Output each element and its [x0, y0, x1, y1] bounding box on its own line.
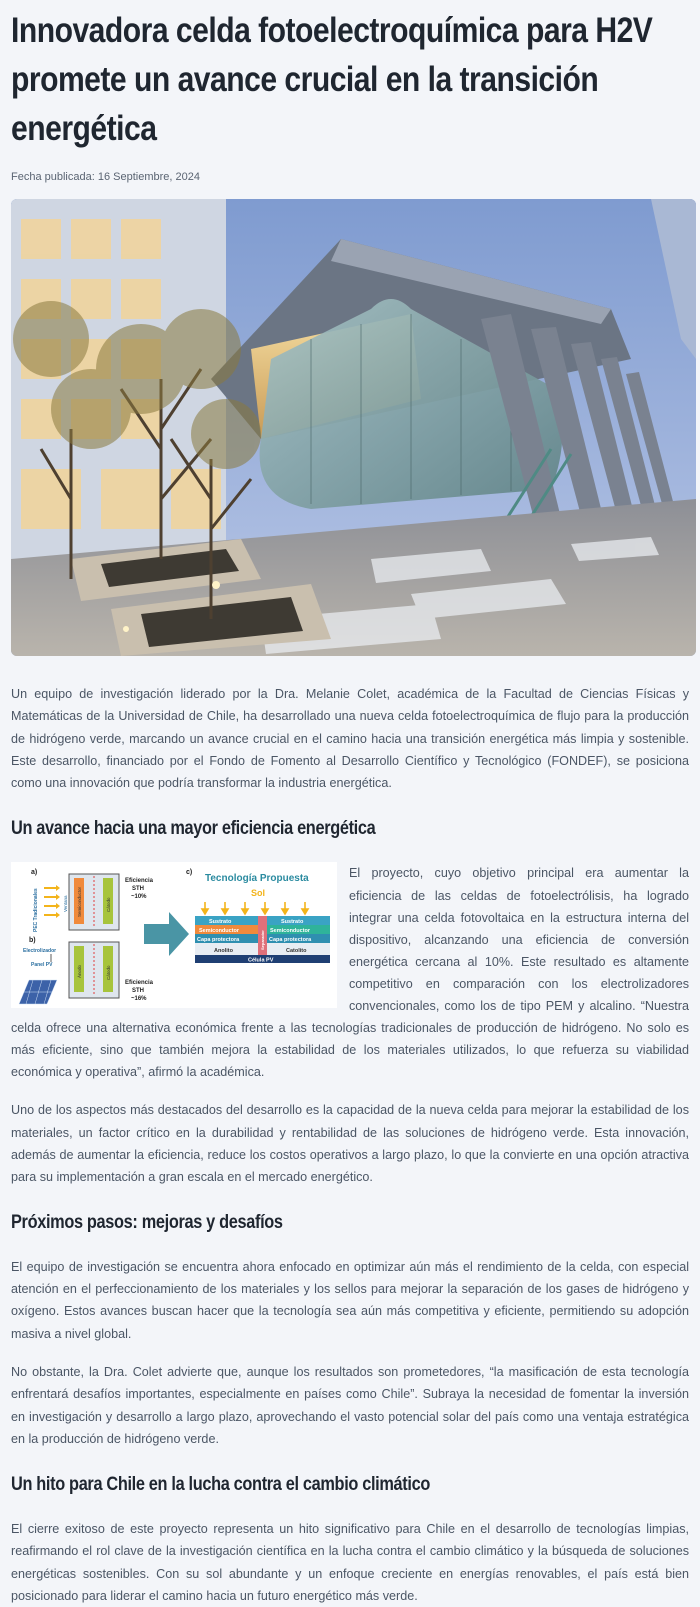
chile-paragraph: El cierre exitoso de este proyecto representa un hito significativo para Chile en el desarrollo de tecnologías limpias, reafirmando el rol clave de la investigación científica en la lucha contra el cambio climático y la búsqueda de soluciones energéticas sostenibles. Con su sol abundante y un enfoque creciente en energías renovables, el país está bien posicionado para liderar el camino hacia un futuro energético más verde.: [11, 1522, 689, 1604]
catodo-a-label: Cátodo: [106, 897, 111, 913]
anolito-label: Anolito: [214, 948, 233, 955]
eff-b-line2: STH: [132, 988, 144, 995]
catodo-b-label: Cátodo: [106, 965, 111, 981]
section-heading-next-steps: Próximos pasos: mejoras y desafíos: [11, 1211, 283, 1233]
ventana-label: Ventana: [63, 895, 68, 913]
eff-b-line3: ~16%: [131, 996, 147, 1003]
panel-pv-label: Panel PV: [31, 962, 53, 969]
intro-paragraph: Un equipo de investigación liderado por la Dra. Melanie Colet, académica de la Facultad de Ciencias Físicas y Matemáticas de la Universidad de Chile, ha desarrollado una nueva celda fotoelectroquímica de flujo para la producción de hidrógeno verde, marcando un avance crucial en el camino hacia una transición energética más limpia y sostenible. Este desarrollo, financiado por el Fondo de Fomento al Desarrollo Científico y Tecnológico (FONDEF), se posiciona como una innovación que podría transformar la industria energética.: [11, 687, 689, 791]
anodo-label: Ánodo: [77, 965, 82, 979]
pec-diagram-figure: [11, 862, 337, 1008]
section-heading-chile: Un hito para Chile en la lucha contra el cambio climático: [11, 1474, 430, 1496]
sol-label: Sol: [251, 888, 266, 899]
capa-left: Capa protectora: [197, 937, 240, 944]
article-title: Innovadora celda fotoelectroquímica para H2V promete un avance crucial en la transición energética: [11, 11, 653, 148]
arrow-right-icon: [144, 912, 189, 956]
section-efficiency: [11, 862, 689, 1187]
tech-title: Tecnología Propuesta: [205, 873, 309, 885]
pec-label: PEC Tradicionales: [33, 888, 39, 933]
semi-right: Semiconductor: [270, 928, 311, 935]
separador-label: Separador: [260, 930, 265, 951]
capa-right: Capa protectora: [269, 937, 312, 944]
eff-a-line1: Eficiencia: [125, 878, 154, 885]
section-heading-efficiency: Un avance hacia una mayor eficiencia energética: [11, 818, 376, 840]
sustrato-right: Sustrato: [281, 919, 304, 926]
eff-b-line1: Eficiencia: [125, 980, 154, 987]
figure-label-b: b): [29, 937, 36, 945]
eff-a-line2: STH: [132, 886, 144, 893]
celula-label: Célula PV: [248, 957, 274, 964]
figure-label-c: c): [186, 869, 193, 877]
figure-label-a: a): [31, 869, 38, 877]
publish-date: Fecha publicada: 16 Septiembre, 2024: [11, 171, 200, 183]
sustrato-left: Sustrato: [209, 919, 232, 926]
efficiency-paragraph-1: El proyecto, cuyo objetivo principal era aumentar la eficiencia de las celdas de fotoelectrólisis, ha logrado integrar una celda fotovoltaica en la estructura interna del dispositivo, alcanzando una eficiencia de conversión energética cercana al 10%. Este resultado es altamente competitivo en comparación con los electrolizadores convencionales, como los de tipo PEM y alcalino. “Nuestra celda ofrece una alternativa económica frente a las tecnologías tradicionales de producción de hidrógeno. No solo es más eficiente, sino que también mejora la estabilidad de los materiales utilizados, lo que refuerza su viabilidad económica y operativa”, afirmó la académica.: [11, 866, 689, 1080]
next-steps-paragraph-1: El equipo de investigación se encuentra ahora enfocado en optimizar aún más el rendimiento de la celda, con especial atención en el perfeccionamiento de los materiales y los sellos para mejorar la separación de los gases de hidrógeno y oxígeno. Estos avances buscan hacer que la tecnología sea aún más competitiva y eficiente, permitiendo su adopción masiva a nivel global.: [11, 1259, 689, 1341]
efficiency-paragraph-2: Uno de los aspectos más destacados del desarrollo es la capacidad de la nueva celda para mejorar la estabilidad de los materiales, un factor crítico en la durabilidad y rentabilidad de las soluciones de hidrógeno verde. Esta innovación, además de aumentar la eficiencia, reduce los costos operativos a largo plazo, lo que la convierte en una opción atractiva para su implementación a gran escala en el mercado energético.: [11, 1103, 689, 1184]
next-steps-paragraph-2: No obstante, la Dra. Colet advierte que, aunque los resultados son prometedores, “la masificación de esta tecnología enfrentará desafíos importantes, especialmente en países como Chile”. Subraya la necesidad de fomentar la inversión en investigación y desarrollo a largo plazo, aprovechando el vasto potencial solar del país como una ventaja estratégica en la producción de hidrógeno verde.: [11, 1364, 689, 1446]
eff-a-line3: ~10%: [131, 894, 147, 901]
semi-left: Semiconductor: [199, 928, 240, 935]
semiconductor-a-label: Semiconductor: [77, 887, 82, 918]
catolito-label: Catolito: [286, 948, 307, 955]
hero-image: [11, 199, 696, 656]
electrolizador-label: Electrolizador: [23, 948, 57, 955]
